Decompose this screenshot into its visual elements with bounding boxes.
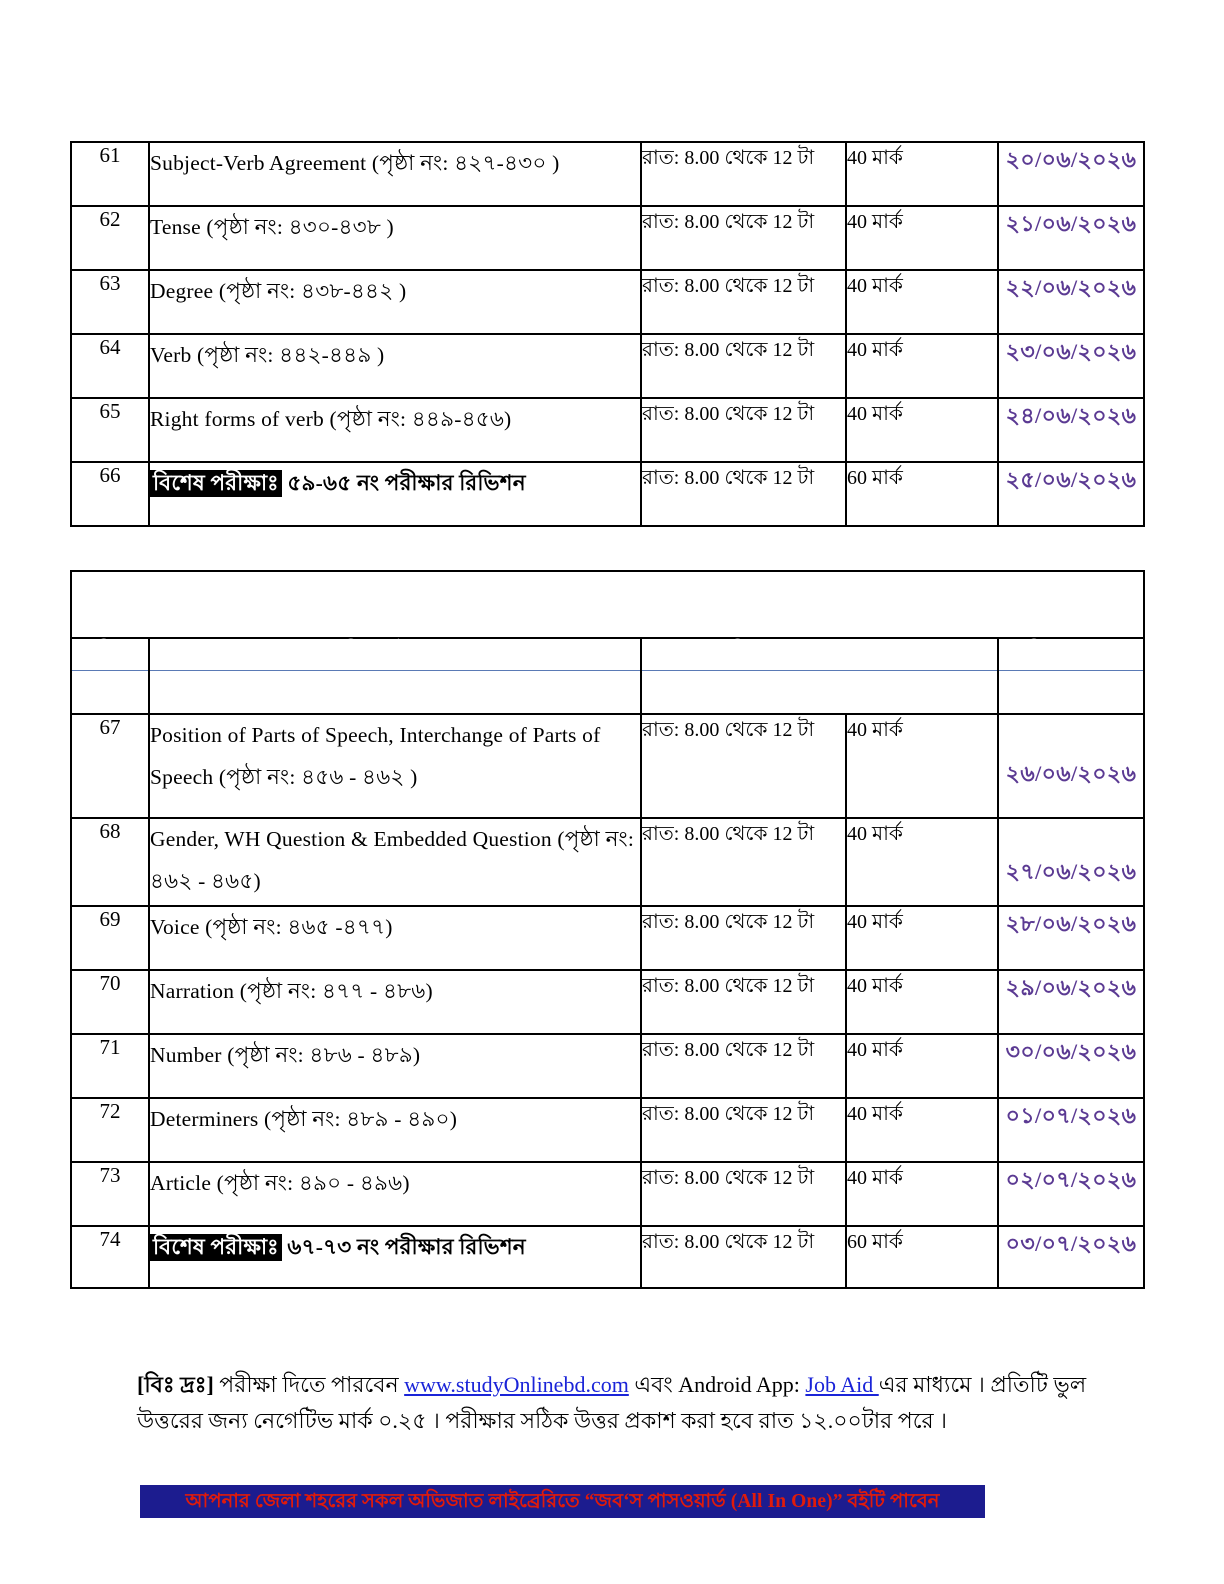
exam-time-cell: রাত: 8.00 থেকে 12 টা (641, 398, 846, 462)
schedule-table-one-container (70, 141, 1145, 527)
bottom-promo-banner: আপনার জেলা শহরের সকল অভিজাত লাইব্রেরিতে “জব‘স পাসওয়ার্ড (All In One)” বইটি পাবেন (140, 1485, 985, 1518)
exam-date-cell: ২১/০৬/২০২৬ (998, 206, 1144, 270)
table-row (71, 1162, 1144, 1226)
exam-mark-cell: 40 মার্ক (846, 818, 998, 906)
exam-topic-cell: Position of Parts of Speech, Interchange of Parts of Speech (পৃষ্ঠা নং: ৪৫৬ - ৪৬২ ) (149, 714, 641, 818)
exam-number-cell: 63 (71, 270, 149, 334)
exam-date-cell: ২০/০৬/২০২৬ (998, 142, 1144, 206)
exam-time-cell: রাত: 8.00 থেকে 12 টা (641, 462, 846, 526)
exam-topic-cell: Voice (পৃষ্ঠা নং: ৪৬৫ -৪৭৭) (149, 906, 641, 970)
exam-topic-cell: Verb (পৃষ্ঠা নং: ৪৪২-৪৪৯ ) (149, 334, 641, 398)
note-prefix: [বিঃ দ্রঃ] (137, 1372, 214, 1397)
special-exam-tag: বিশেষ পরীক্ষাঃ (150, 1234, 282, 1261)
header-topic-line1: পরীক্ষার টপিক & (150, 639, 640, 671)
exam-number-cell: 67 (71, 714, 149, 818)
exam-date-cell: ২৫/০৬/২০২৬ (998, 462, 1144, 526)
note-part-3: এর মাধ্যমে । প্রতিটি ভুল উত্তরের জন্য নেগেটিভ মার্ক ০.২৫ । পরীক্ষার সঠিক উত্তর প্রকাশ করা হবে রাত ১২.০০টার পরে । (137, 1372, 1087, 1433)
schedule-table-two-container (70, 570, 1145, 1289)
table-row-revision (71, 1226, 1144, 1288)
table-row (71, 1098, 1144, 1162)
exam-time-cell: রাত: 8.00 থেকে 12 টা (641, 270, 846, 334)
exam-time-cell: রাত: 8.00 থেকে 12 টা (641, 1098, 846, 1162)
schedule-table-one (70, 141, 1145, 527)
exam-mark-cell: 60 মার্ক (846, 1226, 998, 1288)
table-header-row (71, 638, 1144, 714)
exam-date-cell: ২৭/০৬/২০২৬ (998, 818, 1144, 906)
header-exam-topic (149, 638, 641, 714)
exam-topic-cell (149, 462, 641, 526)
exam-date-cell: ২৮/০৬/২০২৬ (998, 906, 1144, 970)
schedule-table-two (70, 570, 1145, 1289)
header-exam-no-line1: পরীক্ষা (72, 639, 148, 671)
header-date-label: পরীক্ষার তারিখ (999, 639, 1143, 671)
exam-time-cell: রাত: 8.00 থেকে 12 টা (641, 334, 846, 398)
exam-topic-cell: Determiners (পৃষ্ঠা নং: ৪৮৯ - ৪৯০) (149, 1098, 641, 1162)
exam-time-cell: রাত: 8.00 থেকে 12 টা (641, 1034, 846, 1098)
exam-time-cell: রাত: 8.00 থেকে 12 টা (641, 970, 846, 1034)
exam-topic-cell: Subject-Verb Agreement (পৃষ্ঠা নং: ৪২৭-৪৩০ ) (149, 142, 641, 206)
header-time-mark-spacer (817, 677, 822, 697)
header-exam-no-line2: নং (100, 676, 120, 697)
exam-topic-cell: Article (পৃষ্ঠা নং: ৪৯০ - ৪৯৬) (149, 1162, 641, 1226)
table-row (71, 714, 1144, 818)
exam-number-cell: 66 (71, 462, 149, 526)
table-row (71, 206, 1144, 270)
exam-time-cell: রাত: 8.00 থেকে 12 টা (641, 142, 846, 206)
exam-time-cell: রাত: 8.00 থেকে 12 টা (641, 1162, 846, 1226)
header-exam-date (998, 638, 1144, 714)
exam-mark-cell: 60 মার্ক (846, 462, 998, 526)
exam-number-cell: 61 (71, 142, 149, 206)
header-topic-line2: জব‘স পাসওয়ার্ড (All In One) বইয়ের পৃষ্ঠা নাম্বার (215, 676, 575, 697)
exam-number-cell: 68 (71, 818, 149, 906)
exam-date-cell: ০৩/০৭/২০২৬ (998, 1226, 1144, 1288)
exam-topic-cell: Degree (পৃষ্ঠা নং: ৪৩৮-৪৪২ ) (149, 270, 641, 334)
exam-date-cell: ২২/০৬/২০২৬ (998, 270, 1144, 334)
revision-label: ৫৯-৬৫ নং পরীক্ষার রিভিশন (281, 471, 526, 495)
header-time-mark-label: পরীক্ষা দেওয়ার সময় ও মার্ক (642, 639, 997, 671)
exam-mark-cell: 40 মার্ক (846, 1162, 998, 1226)
exam-topic-cell: Right forms of verb (পৃষ্ঠা নং: ৪৪৯-৪৫৬) (149, 398, 641, 462)
exam-date-cell: ০২/০৭/২০২৬ (998, 1162, 1144, 1226)
exam-time-cell: রাত: 8.00 থেকে 12 টা (641, 206, 846, 270)
exam-date-cell: ২৯/০৬/২০২৬ (998, 970, 1144, 1034)
exam-mark-cell: 40 মার্ক (846, 714, 998, 818)
exam-mark-cell: 40 মার্ক (846, 1098, 998, 1162)
plan-banner-row (71, 571, 1144, 638)
exam-mark-cell: 40 মার্ক (846, 206, 998, 270)
exam-number-cell: 65 (71, 398, 149, 462)
exam-date-cell: ৩০/০৬/২০২৬ (998, 1034, 1144, 1098)
exam-topic-cell: Tense (পৃষ্ঠা নং: ৪৩০-৪৩৮ ) (149, 206, 641, 270)
exam-date-cell: ২৪/০৬/২০২৬ (998, 398, 1144, 462)
website-link[interactable]: www.studyOnlinebd.com (404, 1372, 629, 1397)
exam-mark-cell: 40 মার্ক (846, 270, 998, 334)
exam-number-cell: 74 (71, 1226, 149, 1288)
header-exam-no (71, 638, 149, 714)
exam-time-cell: রাত: 8.00 থেকে 12 টা (641, 818, 846, 906)
table-row (71, 142, 1144, 206)
exam-date-cell: ০১/০৭/২০২৬ (998, 1098, 1144, 1162)
table-row-revision (71, 462, 1144, 526)
exam-number-cell: 70 (71, 970, 149, 1034)
table-row (71, 970, 1144, 1034)
note-part-1: পরীক্ষা দিতে পারবেন (213, 1372, 405, 1397)
exam-mark-cell: 40 মার্ক (846, 142, 998, 206)
exam-number-cell: 69 (71, 906, 149, 970)
exam-number-cell: 62 (71, 206, 149, 270)
table-row (71, 334, 1144, 398)
exam-time-cell: রাত: 8.00 থেকে 12 টা (641, 1226, 846, 1288)
note-part-2: এবং Android App: (628, 1372, 806, 1397)
exam-number-cell: 73 (71, 1162, 149, 1226)
exam-topic-cell: Gender, WH Question & Embedded Question (পৃষ্ঠা নং: ৪৬২ - ৪৬৫) (149, 818, 641, 906)
exam-number-cell: 72 (71, 1098, 149, 1162)
exam-time-cell: রাত: 8.00 থেকে 12 টা (641, 714, 846, 818)
exam-number-cell: 71 (71, 1034, 149, 1098)
exam-topic-cell (149, 1226, 641, 1288)
android-app-link[interactable]: Job Aid (805, 1372, 879, 1397)
table-row (71, 270, 1144, 334)
exam-mark-cell: 40 মার্ক (846, 398, 998, 462)
table-row (71, 398, 1144, 462)
exam-time-cell: রাত: 8.00 থেকে 12 টা (641, 906, 846, 970)
header-time-and-mark (641, 638, 998, 714)
exam-mark-cell: 40 মার্ক (846, 1034, 998, 1098)
footer-note (137, 1367, 1122, 1438)
exam-mark-cell: 40 মার্ক (846, 334, 998, 398)
table-row (71, 818, 1144, 906)
exam-date-cell: ২৩/০৬/২০২৬ (998, 334, 1144, 398)
table-row (71, 1034, 1144, 1098)
exam-topic-cell: Number (পৃষ্ঠা নং: ৪৮৬ - ৪৮৯) (149, 1034, 641, 1098)
special-exam-tag: বিশেষ পরীক্ষাঃ (150, 470, 282, 497)
exam-mark-cell: 40 মার্ক (846, 906, 998, 970)
exam-topic-cell: Narration (পৃষ্ঠা নং: ৪৭৭ - ৪৮৬) (149, 970, 641, 1034)
exam-date-cell: ২৬/০৬/২০২৬ (998, 714, 1144, 818)
exam-number-cell: 64 (71, 334, 149, 398)
exam-mark-cell: 40 মার্ক (846, 970, 998, 1034)
plan-title: পরিকল্পনা-09 (71, 571, 1144, 638)
table-row (71, 906, 1144, 970)
revision-label: ৬৭-৭৩ নং পরীক্ষার রিভিশন (281, 1235, 526, 1259)
header-date-spacer (1069, 677, 1074, 697)
